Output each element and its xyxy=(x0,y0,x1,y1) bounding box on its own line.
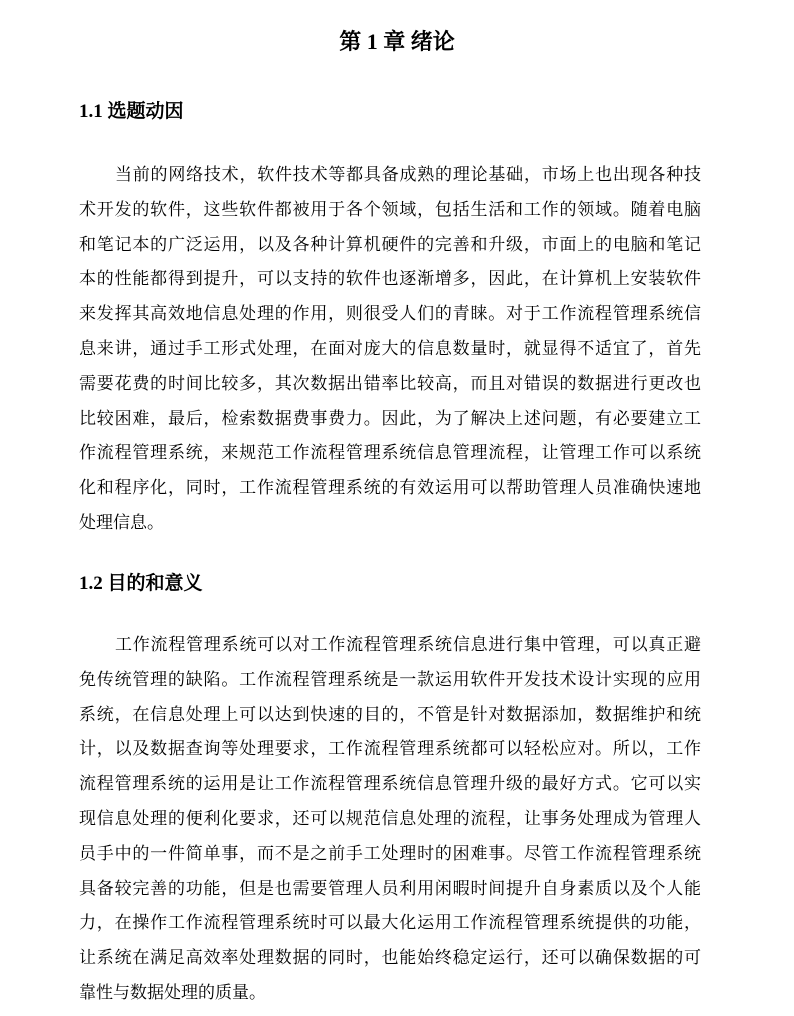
paragraph-line: 流程管理系统的运用是让工作流程管理系统信息管理升级的最好方式。它可以实 xyxy=(79,774,701,795)
paragraph-line: 具备较完善的功能，但是也需要管理人员利用闲暇时间提升自身素质以及个人能 xyxy=(79,878,701,899)
paragraph-line: 需要花费的时间比较多，其次数据出错率比较高，而且对错误的数据进行更改也 xyxy=(79,373,701,394)
paragraph-line: 系统，在信息处理上可以达到快速的目的，不管是针对数据添加，数据维护和统 xyxy=(79,704,701,725)
paragraph-line: 化和程序化，同时，工作流程管理系统的有效运用可以帮助管理人员准确快速地 xyxy=(79,478,701,499)
paragraph-line: 免传统管理的缺陷。工作流程管理系统是一款运用软件开发技术设计实现的应用 xyxy=(79,669,701,690)
paragraph-line: 本的性能都得到提升，可以支持的软件也逐渐增多，因此，在计算机上安装软件 xyxy=(79,269,701,290)
paragraph-line: 和笔记本的广泛运用，以及各种计算机硬件的完善和升级，市面上的电脑和笔记 xyxy=(79,234,701,255)
paragraph-line: 处理信息。 xyxy=(79,512,164,533)
section-1-2-paragraph xyxy=(79,628,701,1011)
paragraph-line: 员手中的一件简单事，而不是之前手工处理时的困难事。尽管工作流程管理系统 xyxy=(79,843,701,864)
paragraph-line: 工作流程管理系统可以对工作流程管理系统信息进行集中管理，可以真正避 xyxy=(115,635,701,655)
section-heading-1-2: 1.2 目的和意义 xyxy=(79,573,203,594)
paragraph-line: 靠性与数据处理的质量。 xyxy=(79,982,266,1003)
paragraph-line: 当前的网络技术，软件技术等都具备成熟的理论基础，市场上也出现各种技 xyxy=(115,165,701,185)
section-heading-1-1: 1.1 选题动因 xyxy=(79,101,184,122)
paragraph-line: 计，以及数据查询等处理要求，工作流程管理系统都可以轻松应对。所以，工作 xyxy=(79,739,701,760)
chapter-title: 第 1 章 绪论 xyxy=(339,29,455,54)
paragraph-line: 术开发的软件，这些软件都被用于各个领域，包括生活和工作的领域。随着电脑 xyxy=(79,199,701,220)
paragraph-line: 息来讲，通过手工形式处理，在面对庞大的信息数量时，就显得不适宜了，首先 xyxy=(79,338,701,359)
paragraph-line: 作流程管理系统，来规范工作流程管理系统信息管理流程，让管理工作可以系统 xyxy=(79,443,701,464)
paragraph-line: 比较困难，最后，检索数据费事费力。因此，为了解决上述问题，有必要建立工 xyxy=(79,408,701,429)
paragraph-line: 现信息处理的便利化要求，还可以规范信息处理的流程，让事务处理成为管理人 xyxy=(79,808,701,829)
paragraph-line: 力，在操作工作流程管理系统时可以最大化运用工作流程管理系统提供的功能， xyxy=(79,913,701,934)
paragraph-line: 来发挥其高效地信息处理的作用，则很受人们的青睐。对于工作流程管理系统信 xyxy=(79,304,701,325)
section-1-1-paragraph xyxy=(79,158,701,541)
paragraph-line: 让系统在满足高效率处理数据的同时，也能始终稳定运行，还可以确保数据的可 xyxy=(79,948,701,969)
